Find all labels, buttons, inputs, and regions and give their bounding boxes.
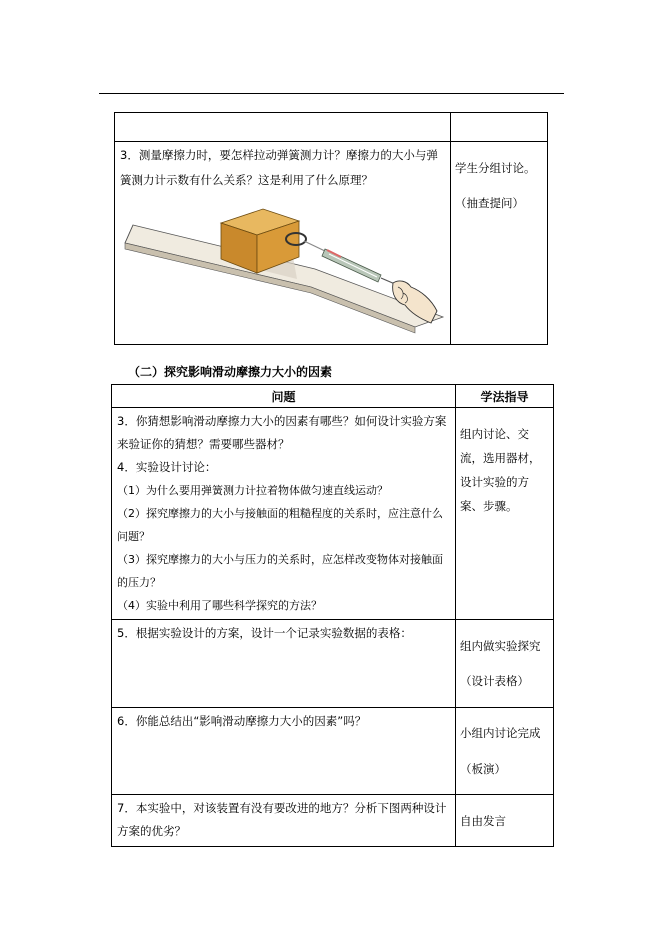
inquiry-table xyxy=(111,384,554,847)
spring-scale-figure xyxy=(115,199,451,344)
question-line: 5．根据实验设计的方案，设计一个记录实验数据的表格： xyxy=(117,626,412,640)
question-cell xyxy=(112,408,456,620)
guide-line-2: （设计表格） xyxy=(460,674,529,688)
table-row xyxy=(115,113,548,142)
method-line-2: （抽查提问） xyxy=(455,196,524,210)
question-line: 3．你猜想影响滑动摩擦力大小的因素有哪些？如何设计实验方案来验证你的猜想？需要哪些器材？ xyxy=(117,414,447,451)
table-header-row xyxy=(112,385,554,408)
method-cell xyxy=(451,142,548,345)
table-row xyxy=(112,707,554,795)
discussion-table xyxy=(114,112,548,345)
section-title: （二）探究影响滑动摩擦力大小的因素 xyxy=(128,365,333,379)
guide-text: 自由发言 xyxy=(460,813,506,828)
table-row xyxy=(112,795,554,847)
question-line: （3）探究摩擦力的大小与压力的关系时，应怎样改变物体对接触面的压力？ xyxy=(117,553,443,589)
table-row xyxy=(115,142,548,345)
guide-cell xyxy=(456,408,554,620)
empty-cell xyxy=(115,113,451,142)
guide-cell xyxy=(456,620,554,708)
question-cell xyxy=(112,795,456,847)
table-row xyxy=(112,408,554,620)
guide-line-1: 组内做实验探究 xyxy=(460,638,541,653)
header-guide: 学法指导 xyxy=(456,385,554,408)
method-line-1: 学生分组讨论。 xyxy=(455,160,536,175)
friction-apparatus-illustration xyxy=(115,199,451,344)
empty-cell xyxy=(451,113,548,142)
question-line: （4）实验中利用了哪些科学探究的方法？ xyxy=(117,599,322,612)
question-cell xyxy=(112,707,456,795)
table-row xyxy=(112,620,554,708)
question-cell xyxy=(115,142,451,345)
guide-text: 组内讨论、交流，选用器材，设计实验的方案、步骤。 xyxy=(460,426,541,513)
question-line: （2）探究摩擦力的大小与接触面的粗糙程度的关系时，应注意什么问题？ xyxy=(117,507,443,543)
guide-cell xyxy=(456,795,554,847)
question-line: （1）为什么要用弹簧测力计拉着物体做匀速直线运动？ xyxy=(117,484,388,497)
question-line: 4．实验设计讨论： xyxy=(117,460,217,474)
guide-line-1: 小组内讨论完成 xyxy=(460,726,541,740)
guide-cell xyxy=(456,707,554,795)
question-line: 6．你能总结出“影响滑动摩擦力大小的因素”吗？ xyxy=(117,713,367,728)
header-rule xyxy=(99,93,564,94)
question-text: 3．测量摩擦力时，要怎样拉动弹簧测力计？摩擦力的大小与弹簧测力计示数有什么关系？这是利用了什么原理？ xyxy=(120,148,438,187)
guide-line-2: （板演） xyxy=(460,761,506,776)
header-problem: 问题 xyxy=(112,385,456,408)
question-line: 7．本实验中，对该装置有没有要改进的地方？分析下图两种设计方案的优劣？ xyxy=(117,801,447,838)
question-cell xyxy=(112,620,456,708)
